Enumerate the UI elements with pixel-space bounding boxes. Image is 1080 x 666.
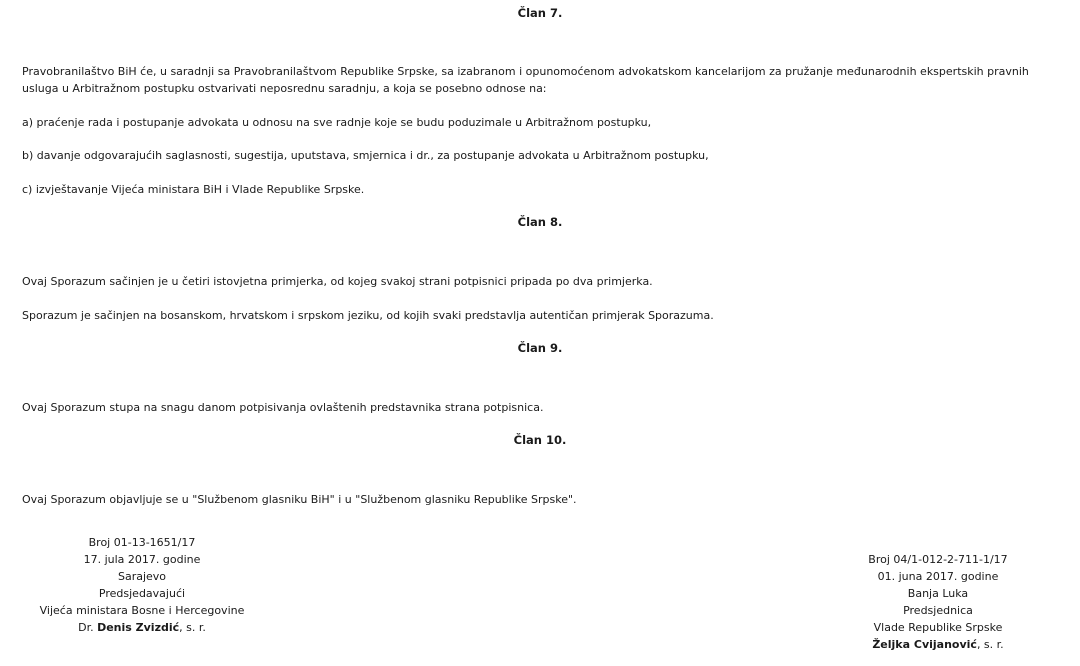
article-9-heading: Član 9.: [517, 341, 563, 355]
signature-block-right: [838, 551, 1038, 653]
article-8-paragraph-1: Ovaj Sporazum sačinjen je u četiri istovjetna primjerka, od kojeg svakoj strani potpisnici pripada po dva primjerka.: [22, 275, 653, 288]
signature-right-body: Vlade Republike Srpske: [873, 621, 1003, 634]
article-7-item-a: a) praćenje rada i postupanje advokata u odnosu na sve radnje koje se budu poduzimale u Arbitražnom postupku,: [22, 116, 652, 129]
signature-left-body: Vijeća ministara Bosne i Hercegovine: [39, 604, 245, 617]
article-8-paragraph-2: Sporazum je sačinjen na bosanskom, hrvatskom i srpskom jeziku, od kojih svaki predstavlja autentičan primjerak Sporazuma.: [22, 309, 714, 322]
signature-left-suffix: , s. r.: [179, 621, 206, 634]
article-9-paragraph-1: Ovaj Sporazum stupa na snagu danom potpisivanja ovlaštenih predstavnika strana potpisnica.: [22, 401, 544, 414]
signature-right-role: Predsjednica: [903, 604, 973, 617]
article-7-intro-paragraph: Pravobranilaštvo BiH će, u saradnji sa Pravobranilaštvom Republike Srpske, sa izabranom i opunomoćenom advokatskom kancelarijom za pružanje međunarodnih ekspertskih pravnih usluga u Arbitražnom postupku ostvarivati neposrednu saradnju, a koja se posebno odnose na:: [22, 65, 1029, 95]
signature-right-date: 01. juna 2017. godine: [877, 570, 999, 583]
article-7-item-c: c) izvještavanje Vijeća ministara BiH i Vlade Republike Srpske.: [22, 183, 365, 196]
signature-right-number: Broj 04/1-012-2-711-1/17: [868, 553, 1008, 566]
article-10-heading: Član 10.: [513, 433, 567, 447]
signature-right-signatory: [838, 636, 1038, 653]
signature-left-role: Predsjedavajući: [98, 587, 186, 600]
article-10-paragraph-1: Ovaj Sporazum objavljuje se u "Službenom glasniku BiH" i u "Službenom glasniku Republike Srpske".: [22, 493, 577, 506]
signature-left-name: Denis Zvizdić: [97, 621, 180, 634]
article-7-heading: Član 7.: [517, 6, 563, 20]
signature-right-name: Željka Cvijanović: [872, 638, 977, 651]
signature-left-date: 17. jula 2017. godine: [83, 553, 201, 566]
signature-right-suffix: , s. r.: [976, 638, 1004, 651]
signature-left-place: Sarajevo: [117, 570, 167, 583]
signature-left-title: Dr.: [78, 621, 98, 634]
signature-left-number: Broj 01-13-1651/17: [88, 536, 196, 549]
signature-block-left: [22, 534, 262, 636]
signature-right-place: Banja Luka: [907, 587, 969, 600]
article-8-heading: Član 8.: [517, 215, 563, 229]
article-7-item-b: b) davanje odgovarajućih saglasnosti, sugestija, uputstava, smjernica i dr., za postupanje advokata u Arbitražnom postupku,: [22, 149, 709, 162]
signature-left-signatory: [22, 619, 262, 636]
